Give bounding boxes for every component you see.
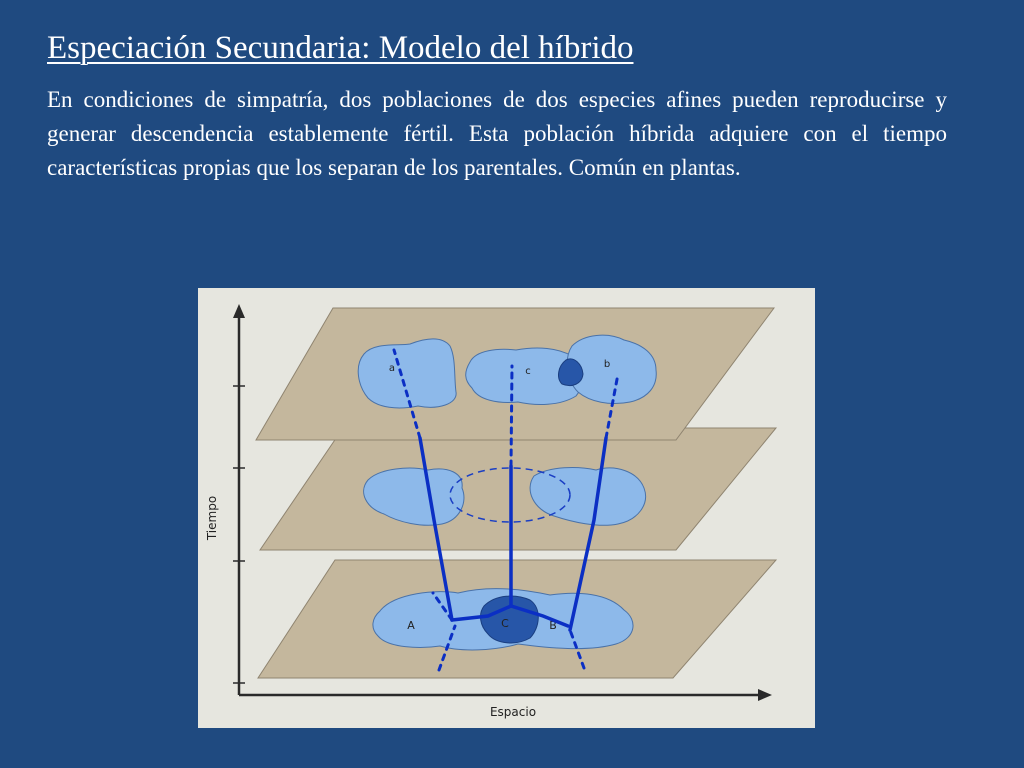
hybrid-speciation-diagram (198, 288, 815, 728)
plane-bottom (258, 560, 776, 678)
x-axis-arrow-icon (758, 689, 772, 701)
plane-middle (260, 428, 776, 550)
plane-top (256, 308, 774, 440)
diagram-svg (198, 288, 815, 728)
label-species-a: a (388, 363, 396, 374)
y-axis-label: Tiempo (205, 495, 219, 541)
label-hybrid-c: c (525, 366, 531, 377)
slide-title: Especiación Secundaria: Modelo del híbrido (47, 30, 634, 66)
slide-body-text: En condiciones de simpatría, dos poblaciones de dos especies afines pueden reproducirse y generar descendencia establemente fértil. Esta población híbrida adquiere con el tiempo características propias que los separan de los parentales. Común en plantas. (47, 87, 947, 180)
y-axis-arrow-icon (233, 304, 245, 318)
population-a (358, 339, 456, 408)
x-axis-label: Espacio (489, 705, 537, 719)
label-species-b: b (603, 359, 611, 370)
label-hybrid-C: C (501, 617, 509, 630)
label-species-B: B (549, 619, 557, 632)
label-species-A: A (407, 619, 415, 632)
